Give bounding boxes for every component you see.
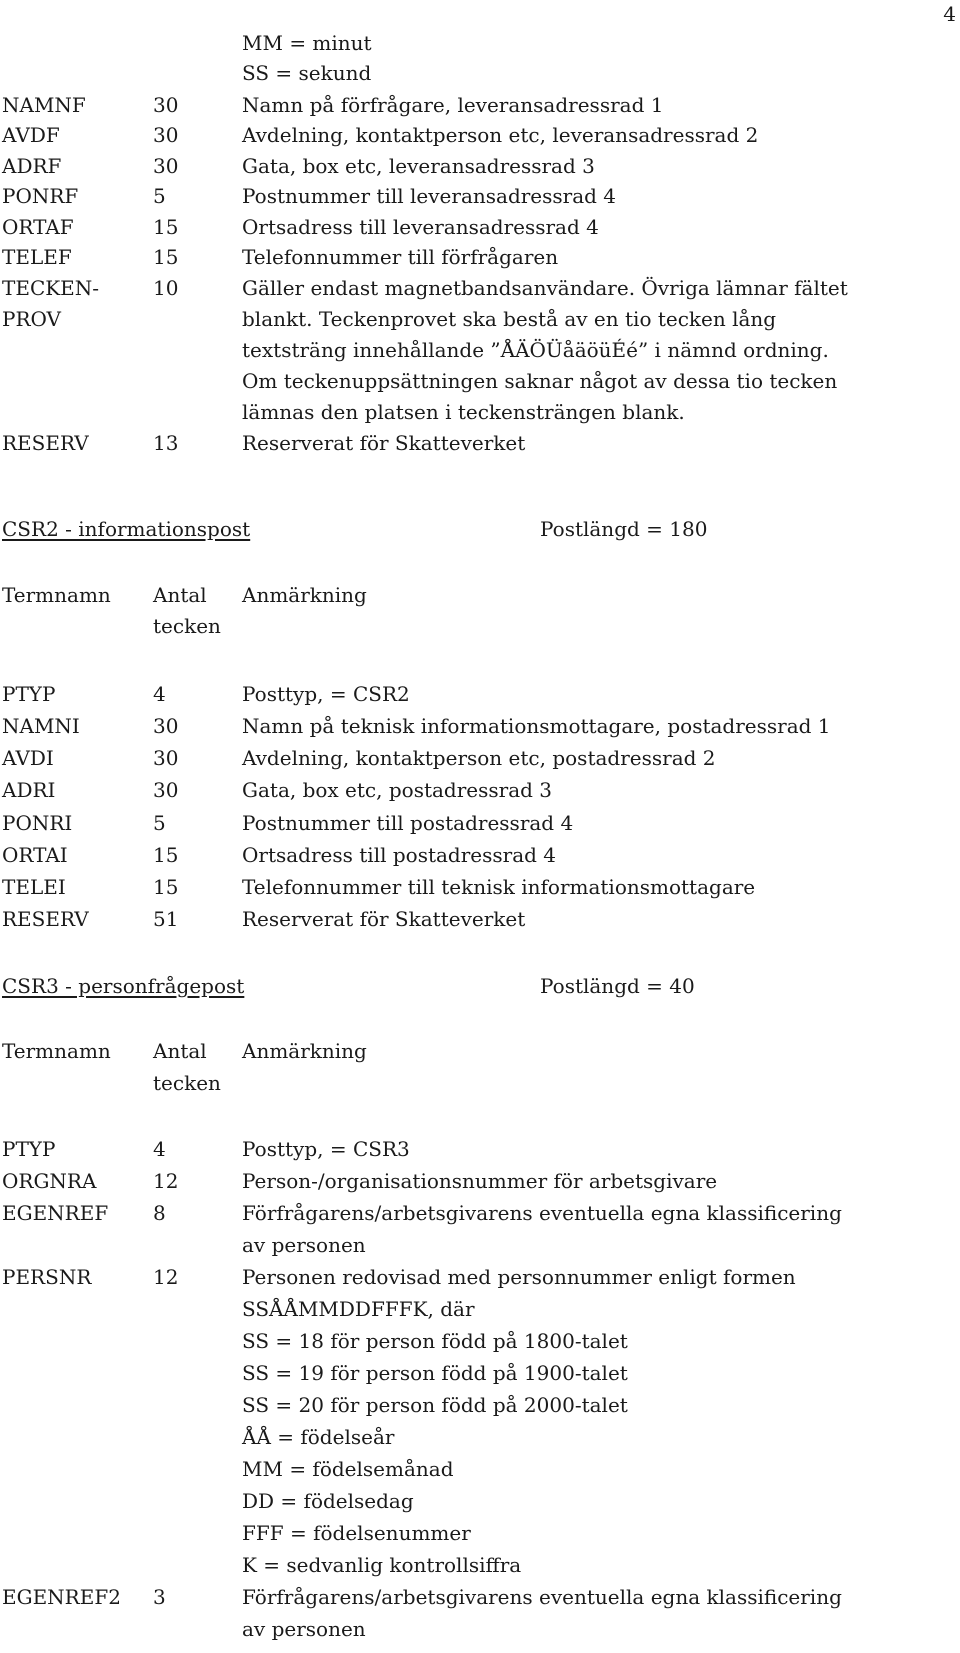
- note-text: textsträng innehållande ”ÅÄÖÜåäöüÉé” i nämnd ordning.: [242, 338, 829, 362]
- header-note: Anmärkning: [242, 1039, 367, 1063]
- term-name: EGENREF: [2, 1201, 109, 1225]
- char-count: 51: [153, 907, 179, 931]
- term-name: EGENREF2: [2, 1585, 121, 1609]
- note-text: av personen: [242, 1233, 366, 1257]
- note-text: Postnummer till leveransadressrad 4: [242, 184, 617, 208]
- char-count: 30: [153, 778, 179, 802]
- term-name: PERSNR: [2, 1265, 92, 1289]
- note-text: SSÅÅMMDDFFFK, där: [242, 1297, 475, 1321]
- term-name: ORGNRA: [2, 1169, 97, 1193]
- term-name: ADRI: [2, 778, 56, 802]
- note-text: DD = födelsedag: [242, 1489, 414, 1513]
- note-text: Posttyp, = CSR3: [242, 1137, 410, 1161]
- term-name: RESERV: [2, 907, 89, 931]
- note-text: SS = 20 för person född på 2000-talet: [242, 1393, 628, 1417]
- note-text: Gata, box etc, postadressrad 3: [242, 778, 553, 802]
- char-count: 30: [153, 746, 179, 770]
- term-name: ADRF: [2, 154, 62, 178]
- char-count: 4: [153, 682, 166, 706]
- term-name: ORTAF: [2, 215, 74, 239]
- term-name: TELEI: [2, 875, 66, 899]
- note-text: blankt. Teckenprovet ska bestå av en tio tecken lång: [242, 307, 777, 331]
- note-text: K = sedvanlig kontrollsiffra: [242, 1553, 522, 1577]
- note-text: Ortsadress till leveransadressrad 4: [242, 215, 599, 239]
- char-count: 15: [153, 245, 179, 269]
- note-text: SS = 19 för person född på 1900-talet: [242, 1361, 628, 1385]
- note-text: Namn på förfrågare, leveransadressrad 1: [242, 93, 664, 117]
- record-length: Postlängd = 40: [540, 974, 695, 998]
- char-count: 15: [153, 843, 179, 867]
- note-text: Personen redovisad med personnummer enligt formen: [242, 1265, 796, 1289]
- char-count: 30: [153, 714, 179, 738]
- term-name: PONRI: [2, 811, 73, 835]
- header-term: Termnamn: [2, 583, 111, 607]
- term-name: TECKEN-: [2, 276, 100, 300]
- char-count: 30: [153, 93, 179, 117]
- char-count: 3: [153, 1585, 166, 1609]
- note-text: lämnas den platsen i teckensträngen blank.: [242, 400, 685, 424]
- section-title: CSR3 - personfrågepost: [2, 974, 245, 998]
- page-number: 4: [943, 2, 956, 26]
- term-name: PTYP: [2, 682, 56, 706]
- char-count: 8: [153, 1201, 166, 1225]
- note-text: Om teckenuppsättningen saknar något av dessa tio tecken: [242, 369, 838, 393]
- term-name: ORTAI: [2, 843, 68, 867]
- note-text: Avdelning, kontaktperson etc, leveransadressrad 2: [242, 123, 759, 147]
- char-count: 12: [153, 1169, 179, 1193]
- note-text: Ortsadress till postadressrad 4: [242, 843, 557, 867]
- header-count: tecken: [153, 614, 221, 638]
- note-text: Namn på teknisk informationsmottagare, postadressrad 1: [242, 714, 831, 738]
- char-count: 5: [153, 811, 166, 835]
- note-text: MM = minut: [242, 31, 372, 55]
- note-text: Posttyp, = CSR2: [242, 682, 410, 706]
- char-count: 15: [153, 215, 179, 239]
- header-count: Antal: [153, 583, 207, 607]
- note-text: FFF = födelsenummer: [242, 1521, 471, 1545]
- header-count: Antal: [153, 1039, 207, 1063]
- term-name: RESERV: [2, 431, 89, 455]
- note-text: Telefonnummer till teknisk informationsmottagare: [242, 875, 756, 899]
- header-count: tecken: [153, 1071, 221, 1095]
- note-text: MM = födelsemånad: [242, 1457, 454, 1481]
- note-text: Person-/organisationsnummer för arbetsgivare: [242, 1169, 718, 1193]
- note-text: Avdelning, kontaktperson etc, postadressrad 2: [242, 746, 716, 770]
- note-text: Gäller endast magnetbandsanvändare. Övriga lämnar fältet: [242, 276, 848, 300]
- char-count: 15: [153, 875, 179, 899]
- char-count: 5: [153, 184, 166, 208]
- char-count: 30: [153, 123, 179, 147]
- note-text: Telefonnummer till förfrågaren: [242, 245, 559, 269]
- note-text: Reserverat för Skatteverket: [242, 907, 526, 931]
- note-text: ÅÅ = födelseår: [242, 1425, 395, 1449]
- term-name: NAMNF: [2, 93, 86, 117]
- note-text: SS = 18 för person född på 1800-talet: [242, 1329, 628, 1353]
- note-text: Postnummer till postadressrad 4: [242, 811, 574, 835]
- term-name: AVDF: [2, 123, 60, 147]
- note-text: SS = sekund: [242, 61, 372, 85]
- char-count: 12: [153, 1265, 179, 1289]
- note-text: Förfrågarens/arbetsgivarens eventuella egna klassificering: [242, 1585, 842, 1609]
- term-name: AVDI: [2, 746, 54, 770]
- header-term: Termnamn: [2, 1039, 111, 1063]
- term-name: PROV: [2, 307, 62, 331]
- char-count: 10: [153, 276, 179, 300]
- term-name: PONRF: [2, 184, 79, 208]
- note-text: Gata, box etc, leveransadressrad 3: [242, 154, 595, 178]
- header-note: Anmärkning: [242, 583, 367, 607]
- note-text: av personen: [242, 1617, 366, 1641]
- term-name: PTYP: [2, 1137, 56, 1161]
- record-length: Postlängd = 180: [540, 517, 708, 541]
- note-text: Reserverat för Skatteverket: [242, 431, 526, 455]
- char-count: 30: [153, 154, 179, 178]
- term-name: NAMNI: [2, 714, 80, 738]
- char-count: 4: [153, 1137, 166, 1161]
- note-text: Förfrågarens/arbetsgivarens eventuella egna klassificering: [242, 1201, 842, 1225]
- char-count: 13: [153, 431, 179, 455]
- term-name: TELEF: [2, 245, 72, 269]
- section-title: CSR2 - informationspost: [2, 517, 251, 541]
